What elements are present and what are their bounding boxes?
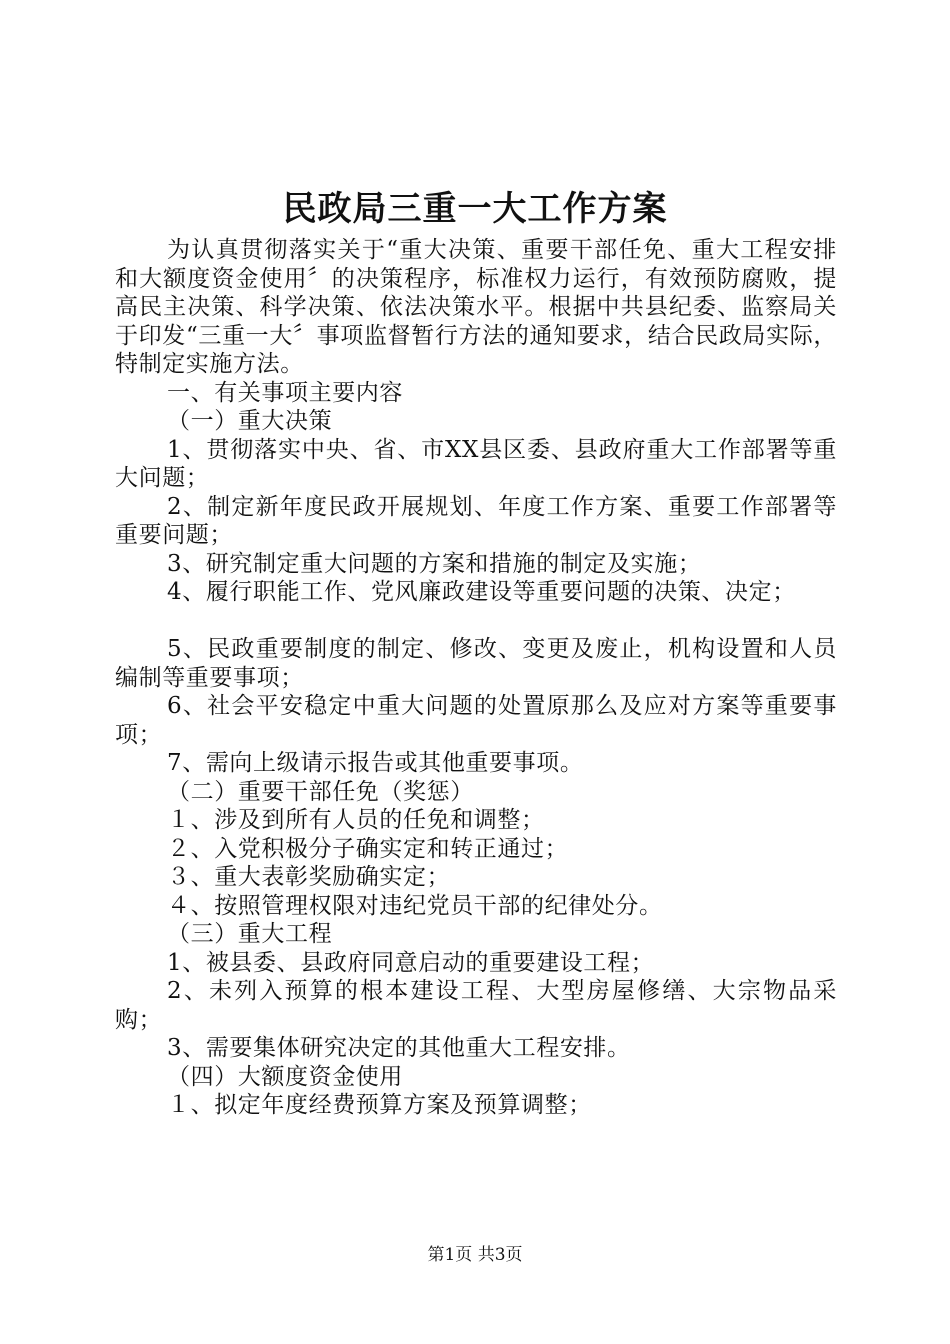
list-item: １、拟定年度经费预算方案及预算调整； <box>167 1092 592 1118</box>
list-item: ２、入党积极分子确实定和转正通过； <box>167 835 569 862</box>
subsection-heading-decisions: （一）重大决策 <box>167 408 333 434</box>
list-item: 6、社会平安稳定中重大问题的处置原那么及应对方案等重要事项； <box>115 693 837 748</box>
page-number: 第1页 共3页 <box>427 1245 523 1265</box>
list-item: 7、需向上级请示报告或其他重要事项。 <box>167 750 584 776</box>
subsection-heading-projects: （三）重大工程 <box>167 921 333 947</box>
section-heading: 一、有关事项主要内容 <box>167 379 403 406</box>
subsection-heading-funds: （四）大额度资金使用 <box>167 1063 403 1090</box>
document-body <box>115 236 837 1120</box>
list-item: 3、研究制定重大问题的方案和措施的制定及实施； <box>167 550 702 577</box>
blank-line <box>115 607 837 636</box>
list-item: ４、按照管理权限对违纪党员干部的纪律处分。 <box>167 892 663 919</box>
list-item: ３、重大表彰奖励确实定； <box>167 864 451 890</box>
intro-paragraph: 为认真贯彻落实关于“重大决策、重要干部任免、重大工程安排和大额度资金使用〞的决策程序，标准权力运行，有效预防腐败，提高民主决策、科学决策、依法决策水平。根据中共县纪委、监察局关于印发“三重一大〞事项监督暂行方法的通知要求，结合民政局实际，特制定实施方法。 <box>115 237 837 377</box>
list-item: 3、需要集体研究决定的其他重大工程安排。 <box>167 1035 631 1061</box>
document-title: 民政局三重一大工作方案 <box>282 189 668 229</box>
list-item: 4、履行职能工作、党风廉政建设等重要问题的决策、决定； <box>167 579 796 605</box>
list-item: 1、贯彻落实中央、省、市XX县区委、县政府重大工作部署等重大问题； <box>115 436 837 491</box>
list-item: 2、制定新年度民政开展规划、年度工作方案、重要工作部署等重要问题； <box>115 493 837 548</box>
subsection-heading-appointments: （二）重要干部任免（奖惩） <box>167 778 474 805</box>
list-item: 1、被县委、县政府同意启动的重要建设工程； <box>167 949 655 976</box>
list-item: １、涉及到所有人员的任免和调整； <box>167 807 545 833</box>
list-item: 2、未列入预算的根本建设工程、大型房屋修缮、大宗物品采购； <box>115 978 837 1033</box>
list-item: 5、民政重要制度的制定、修改、变更及废止，机构设置和人员编制等重要事项； <box>115 636 837 691</box>
